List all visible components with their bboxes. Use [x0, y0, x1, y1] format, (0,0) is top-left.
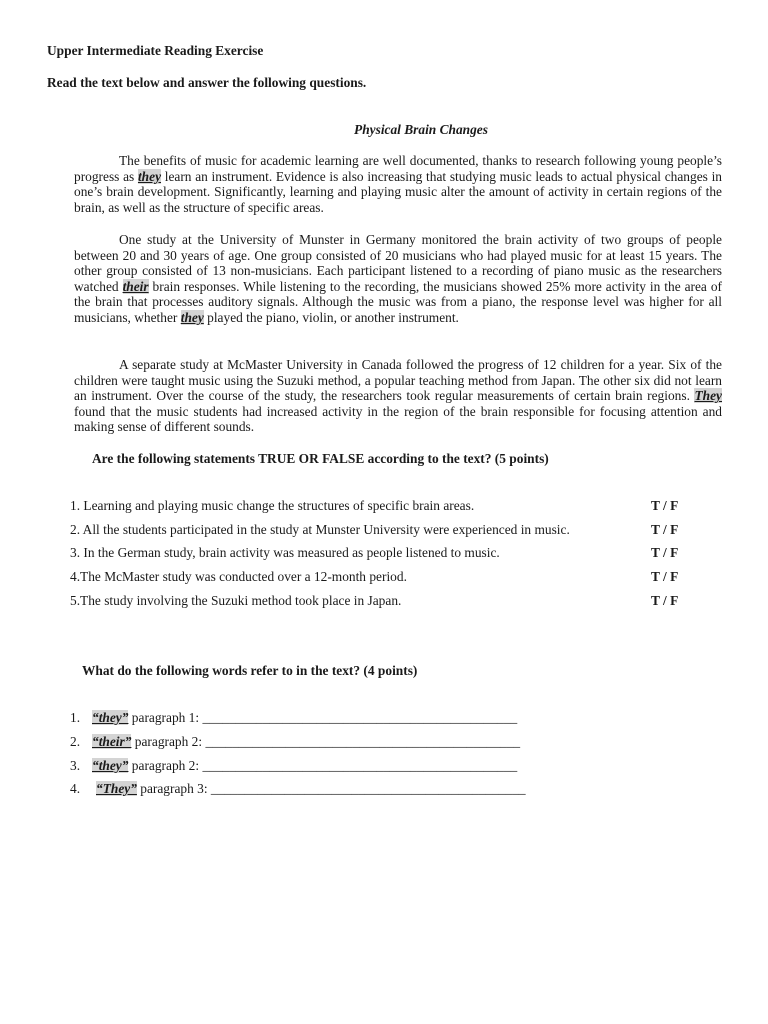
answer-blank[interactable]: _______________________________________________	[205, 734, 521, 749]
paragraph-2-text-c: played the piano, violin, or another instrument.	[203, 309, 459, 325]
tf-item-5	[70, 593, 690, 609]
answer-blank[interactable]: _______________________________________________	[210, 781, 526, 796]
tf-item-text: 3. In the German study, brain activity was measured as people listened to music.	[70, 545, 500, 560]
reference-prompt: What do the following words refer to in the text? (4 points)	[82, 663, 418, 678]
reference-word: “they”	[92, 758, 129, 773]
tf-item-text: 1. Learning and playing music change the structures of specific brain areas.	[70, 498, 475, 513]
reference-number: 3.	[70, 758, 81, 773]
instruction-text: Read the text below and answer the following questions.	[47, 75, 367, 90]
tf-item-text: 2. All the students participated in the study at Munster University were experienced in music.	[70, 522, 570, 537]
tf-answer-mark[interactable]: T / F	[651, 569, 679, 584]
paragraph-1-text-b: learn an instrument. Evidence is also increasing that studying music leads to actual physical changes in one’s brain development. Significantly, learning and playing music alter the amount of activity in certain regions of the brain, as well as the structure of specific areas.	[74, 168, 722, 215]
tf-answer-mark[interactable]: T / F	[651, 522, 679, 537]
paragraph-1	[74, 153, 722, 215]
paragraph-2	[74, 232, 722, 326]
answer-blank[interactable]: _______________________________________________	[202, 710, 518, 725]
paragraph-2-text-b: brain responses. While listening to the recording, the musicians showed 25% more activity in the area of the brain that processes auditory signals. Although the music was from a piano, the response level was higher for all musicians, whether	[74, 278, 722, 325]
article-title: Physical Brain Changes	[354, 122, 488, 137]
tf-item-1	[70, 498, 690, 514]
reference-body	[92, 758, 517, 774]
tf-item-4	[70, 569, 690, 585]
tf-answer-mark[interactable]: T / F	[651, 545, 679, 560]
tf-item-text: 4.The McMaster study was conducted over a 12-month period.	[70, 569, 407, 584]
answer-blank[interactable]: _______________________________________________	[202, 758, 518, 773]
true-false-prompt: Are the following statements TRUE OR FALSE according to the text? (5 points)	[92, 451, 549, 466]
exercise-title: Upper Intermediate Reading Exercise	[47, 43, 264, 58]
reference-body	[96, 781, 526, 797]
reference-label: paragraph 1:	[128, 710, 203, 725]
reference-number: 2.	[70, 734, 81, 749]
highlight-their-p2: their	[122, 278, 149, 294]
tf-item-3	[70, 545, 690, 561]
reference-number: 4.	[70, 781, 81, 796]
tf-item-2	[70, 522, 690, 538]
reference-body	[92, 734, 520, 750]
paragraph-3-text-b: found that the music students had increased activity in the region of the brain responsible for focusing attention and making sense of different sounds.	[74, 403, 722, 435]
paragraph-3	[74, 357, 722, 435]
reference-number: 1.	[70, 710, 81, 725]
highlight-they-p3: They	[694, 388, 722, 404]
reference-body	[92, 710, 517, 726]
reference-label: paragraph 2:	[128, 758, 203, 773]
reference-label: paragraph 2:	[131, 734, 206, 749]
reference-word: “They”	[96, 781, 137, 796]
paragraph-1-text-a: The benefits of music for academic learning are well documented, thanks to research following young people’s progress as	[74, 153, 722, 184]
reference-label: paragraph 3:	[136, 781, 211, 796]
reference-word: “they”	[92, 710, 129, 725]
reference-word: “their”	[92, 734, 132, 749]
paragraph-2-text-a: One study at the University of Munster in Germany monitored the brain activity of two groups of people between 20 and 30 years of age. One group consisted of 20 musicians who had played music for at least 15 years. The other group consisted of 13 non-musicians. Each participant listened to a recording of piano music as the researchers watched	[74, 232, 722, 294]
tf-item-text: 5.The study involving the Suzuki method took place in Japan.	[70, 593, 402, 608]
tf-answer-mark[interactable]: T / F	[651, 593, 679, 608]
tf-answer-mark[interactable]: T / F	[651, 498, 679, 513]
paragraph-3-text-a: A separate study at McMaster University in Canada followed the progress of 12 children for a year. Six of the children were taught music using the Suzuki method, a popular teaching method from Japan. The other six did not learn an instrument. Over the course of the study, the researchers took regular measurements of certain brain regions.	[74, 357, 722, 404]
highlight-they-p1: they	[137, 168, 162, 184]
highlight-they-p2: they	[180, 309, 204, 325]
